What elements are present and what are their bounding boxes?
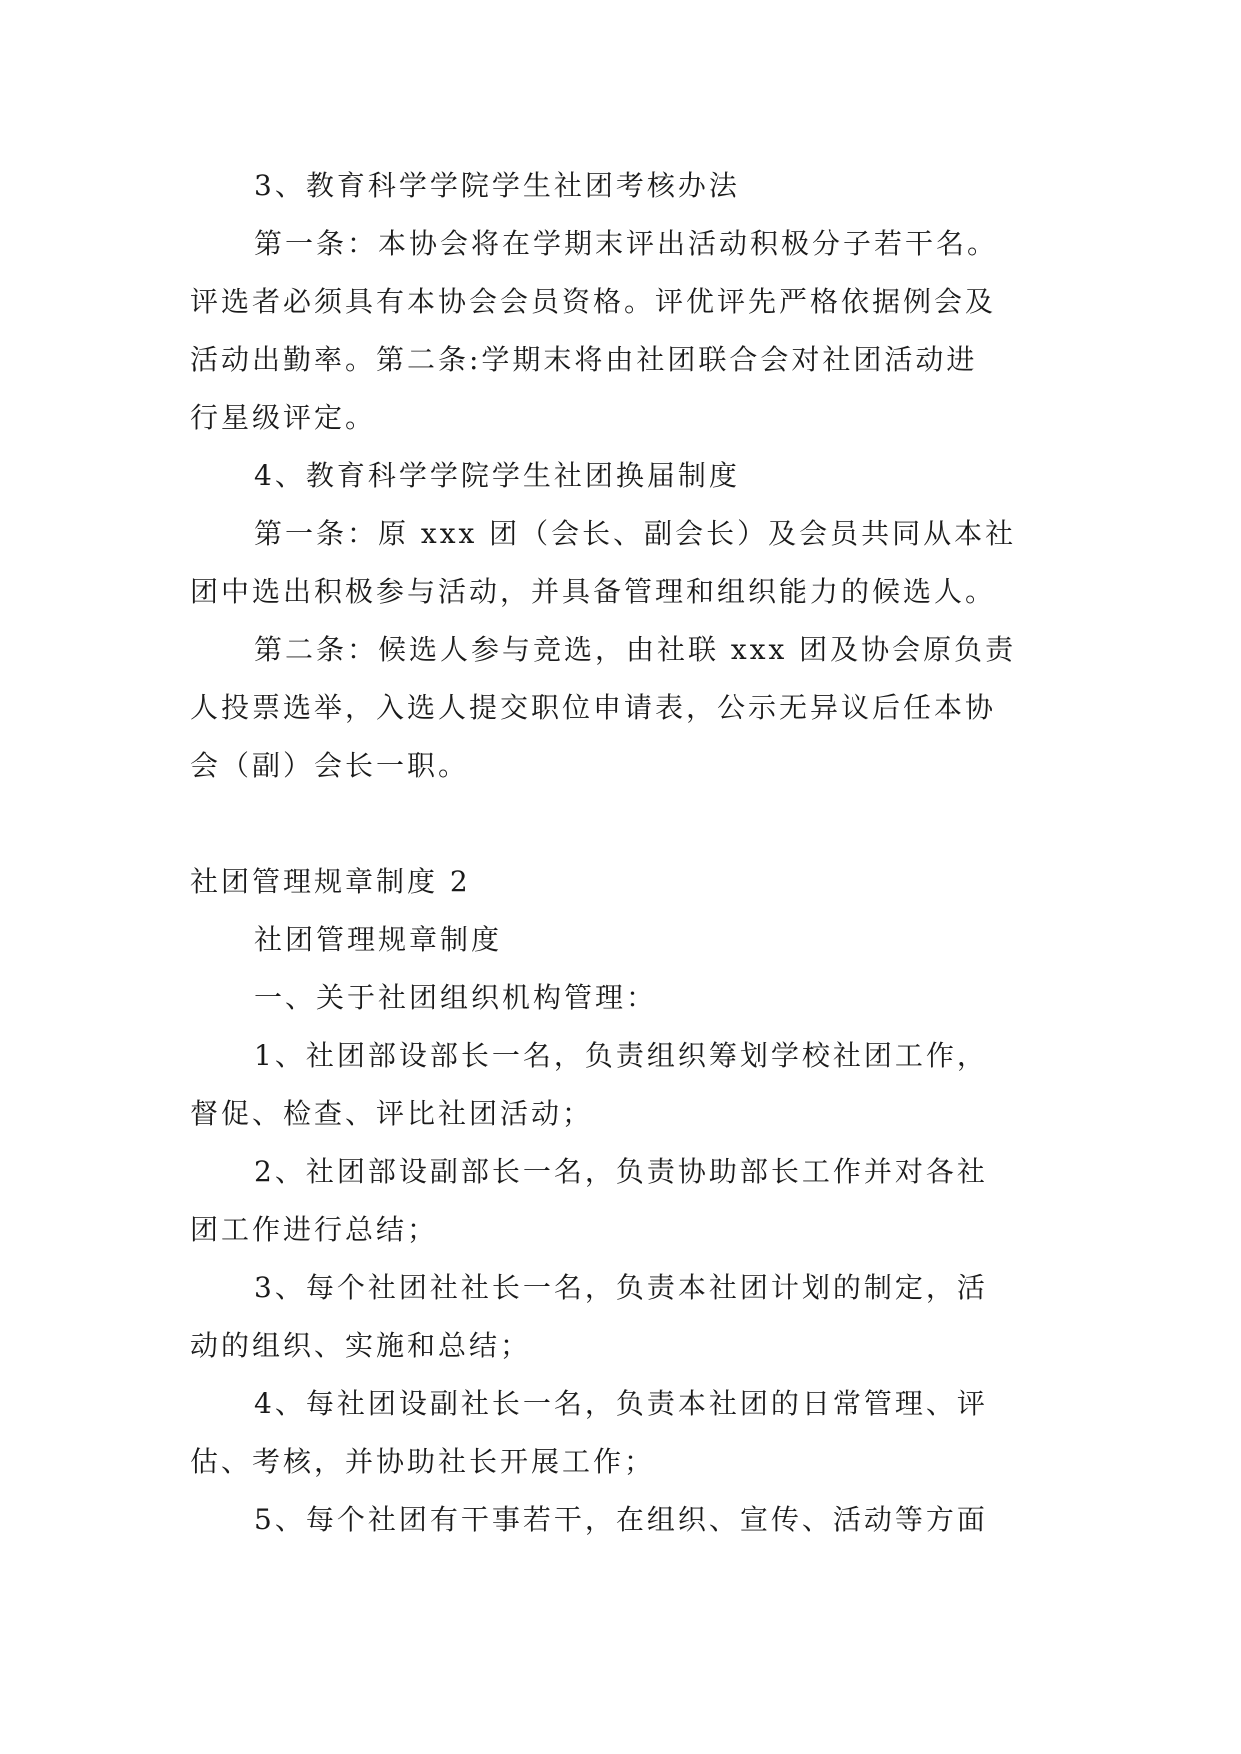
paragraph-line: 第一条：本协会将在学期末评出活动积极分子若干名。 xyxy=(254,227,999,260)
paragraph-line: 会（副）会长一职。 xyxy=(190,749,470,782)
section-heading-organization: 一、关于社团组织机构管理： xyxy=(254,981,658,1014)
paragraph-line: 第二条：候选人参与竞选，由社联 xxx 团及协会原负责 xyxy=(254,633,1017,666)
section-heading-election: 4、教育科学学院学生社团换届制度 xyxy=(254,459,740,492)
document-subtitle: 社团管理规章制度 xyxy=(254,923,503,956)
section-heading-assessment: 3、教育科学学院学生社团考核办法 xyxy=(254,169,740,202)
document-title: 社团管理规章制度 2 xyxy=(190,865,471,898)
paragraph-line: 活动出勤率。第二条:学期末将由社团联合会对社团活动进 xyxy=(190,343,978,376)
list-item-line: 5、每个社团有干事若干，在组织、宣传、活动等方面 xyxy=(254,1503,988,1536)
list-item-line: 4、每社团设副社长一名，负责本社团的日常管理、评 xyxy=(254,1387,988,1420)
list-item-line: 估、考核，并协助社长开展工作； xyxy=(190,1445,656,1478)
list-item-line: 团工作进行总结； xyxy=(190,1213,439,1246)
list-item-line: 3、每个社团社社长一名，负责本社团计划的制定，活 xyxy=(254,1271,988,1304)
list-item-line: 2、社团部设副部长一名，负责协助部长工作并对各社 xyxy=(254,1155,988,1188)
paragraph-line: 团中选出积极参与活动，并具备管理和组织能力的候选人。 xyxy=(190,575,997,608)
list-item-line: 督促、检查、评比社团活动； xyxy=(190,1097,594,1130)
paragraph-line: 人投票选举，入选人提交职位申请表，公示无异议后任本协 xyxy=(190,691,997,724)
paragraph-line: 评选者必须具有本协会会员资格。评优评先严格依据例会及 xyxy=(190,285,997,318)
list-item-line: 动的组织、实施和总结； xyxy=(190,1329,532,1362)
paragraph-line: 行星级评定。 xyxy=(190,401,377,434)
list-item-line: 1、社团部设部长一名，负责组织筹划学校社团工作， xyxy=(254,1039,988,1072)
paragraph-line: 第一条：原 xxx 团（会长、副会长）及会员共同从本社 xyxy=(254,517,1017,550)
